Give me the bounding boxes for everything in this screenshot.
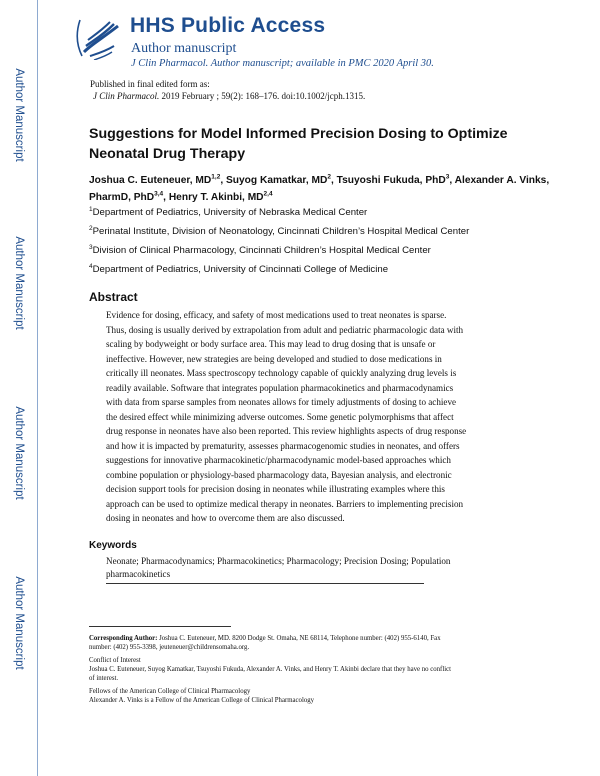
author-name: Suyog Kamatkar, MD (226, 175, 328, 186)
affiliation: $^3$Division of Clinical Pharmacology, Cincinnati Children’s Hospital Medical Center (89, 243, 431, 256)
author-manuscript-subtitle: Author manuscript (131, 41, 237, 56)
conflict-heading: Conflict of Interest (89, 657, 141, 664)
abstract-heading: Abstract (89, 290, 138, 304)
sidebar-label: Author Manuscript (13, 576, 25, 670)
author-name: Henry T. Akinbi, MD (168, 192, 264, 203)
author-manuscript-sidebar (0, 0, 40, 776)
conflict-text: Joshua C. Euteneuer, Suyog Kamatkar, Tsuyoshi Fukuda, Alexander A. Vinks, and Henry T. Akinbi declare that they have no conflict (89, 666, 452, 673)
published-label: Published in final edited form as: (90, 79, 210, 89)
affiliation: $^4$Department of Pediatrics, University of Cincinnati College of Medicine (89, 262, 389, 275)
keywords-divider (106, 583, 424, 584)
pmc-citation: J Clin Pharmacol. Author manuscript; available in PMC 2020 April 30. (131, 58, 434, 69)
conflict-text-cont: of interest. (89, 675, 119, 682)
affiliation: $^2$Perinatal Institute, Division of Neonatology, Cincinnati Children’s Hospital Medical Center (89, 224, 470, 237)
author-name: Alexander A. Vinks, PharmD, PhD (89, 175, 550, 203)
keywords-heading: Keywords (89, 540, 137, 551)
corresponding-author-note: Corresponding Author: Joshua C. Euteneuer, MD. 8200 Dodge St. Omaha, NE 68114, Telephone number: (402) 955-6140, Fax (89, 635, 441, 642)
author-list: Joshua C. Euteneuer, MD$^{1,2}$, Suyog Kamatkar, $MD^2$, Tsuyoshi Fukuda, PhD$^3$, Alexander A. Vinks, PharmD, PhD$^{3,4}$, Henry T. Akinbi, MD$^{2,4}$ (89, 173, 550, 203)
sidebar-divider (37, 0, 38, 776)
published-citation: J Clin Pharmacol. 2019 February ; 59(2): 168–176. doi:10.1002/jcph.1315. (93, 91, 366, 101)
sidebar-label: Author Manuscript (13, 406, 25, 500)
affiliation: $^1$Department of Pediatrics, University of Nebraska Medical Center (89, 205, 368, 218)
sidebar-label: Author Manuscript (13, 236, 25, 330)
fellows-heading: Fellows of the American College of Clinical Pharmacology (89, 688, 251, 695)
author-name: Joshua C. Euteneuer, MD (89, 175, 212, 186)
corresponding-author-note-cont: number: (402) 955-3398, jeuteneuer@childrensomaha.org. (89, 644, 250, 651)
author-name: Tsuyoshi Fukuda, PhD (336, 175, 446, 186)
article-title: Suggestions for Model Informed Precision Dosing to Optimize Neonatal Drug Therapy (89, 126, 508, 162)
keywords-body: Neonate; Pharmacodynamics; Pharmacokinetics; Pharmacology; Precision Dosing; Population pharmacokinetics (106, 556, 451, 579)
fellows-text: Alexander A. Vinks is a Fellow of the American College of Clinical Pharmacology (89, 697, 315, 704)
hhs-eagle-logo-icon (74, 16, 124, 60)
abstract-body: Evidence for dosing, efficacy, and safety of most medications used to treat neonates is sparse. Thus, dosing is usually derived by extrapolation from adult and pediatric pharmacologic data with scaling by bodyweight or body surface area. This may lead to drug dosing that is unsafe or ineffective. However, new strategies are being developed and studied to dose medications in critically ill neonates. Mass spectroscopy technology capable of quickly analyzing drug levels is readily available. Software that integrates population pharmacokinetics and pharmacodynamics with data from sparse samples from neonates allows for timely adjustments of dosing to achieve the desired effect while minimizing adverse outcomes. Some genetic polymorphisms that affect drug response in neonates have also been reported. This review highlights aspects of drug response and how it is impacted by prematurity, assesses pharmacogenomic studies in neonates, and offers suggestions for innovative pharmacokinetic/pharmacodynamic model-based approaches which combine population or physiology-based pharmacology data, Bayesian analysis, and electronic decision support tools for precision dosing in neonates while illustrating examples where this approach can be used to optimize medical therapy in neonates. Barriers to implementing precision dosing in neonates and how to overcome them are also discussed. (106, 310, 467, 523)
footnote-divider (89, 626, 231, 627)
sidebar-label: Author Manuscript (13, 68, 25, 162)
hhs-public-access-title: HHS Public Access (130, 14, 326, 37)
